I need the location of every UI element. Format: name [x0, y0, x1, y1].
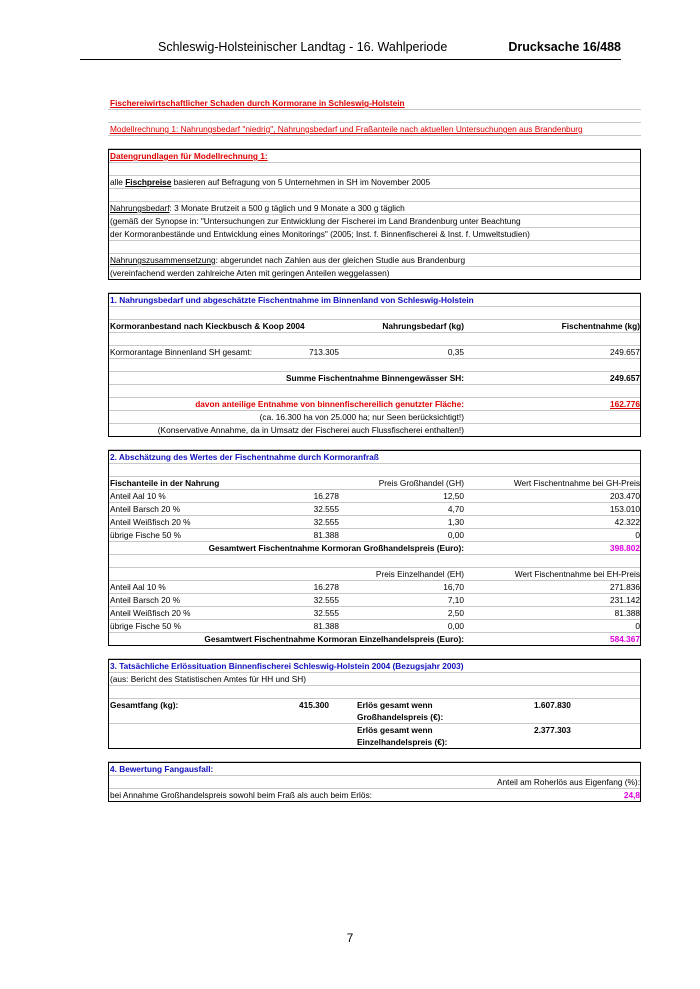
blank-row	[108, 136, 641, 149]
s1-sum-label: Summe Fischentnahme Binnengewässer SH:	[286, 373, 464, 383]
s2-col-gh-value: Wert Fischentnahme bei GH-Preis	[513, 478, 640, 488]
blank-row	[109, 163, 640, 176]
fish-price: 16,70	[443, 582, 464, 592]
s3-source: (aus: Bericht des Statistischen Amtes für HH und SH)	[110, 674, 306, 684]
table-row	[109, 594, 640, 607]
section-2-box	[108, 450, 641, 646]
section-4-title: 4. Bewertung Fangausfall:	[110, 764, 214, 774]
s1-daily-demand: 0,35	[447, 347, 464, 357]
fish-share-label: Anteil Aal 10 %	[110, 491, 166, 501]
s2-gh-rows	[109, 490, 640, 542]
s3-gh-row	[109, 699, 640, 724]
fish-kg: 32.555	[313, 517, 339, 527]
s3-eh-value: 2.377.303	[534, 725, 571, 735]
fish-kg: 32.555	[313, 504, 339, 514]
s1-share-row	[109, 398, 640, 411]
s1-data-row	[109, 346, 640, 359]
s2-col-eh-value: Wert Fischentnahme bei EH-Preis	[514, 569, 640, 579]
simplify-note: (vereinfachend werden zahlreiche Arten mit geringen Anteilen weggelassen)	[110, 268, 390, 278]
fish-price: 12,50	[443, 491, 464, 501]
section-1-box	[108, 293, 641, 437]
s2-eh-total-row	[109, 633, 640, 645]
fish-share-label: Anteil Barsch 20 %	[110, 595, 181, 605]
s1-note-1: (ca. 16.300 ha von 25.000 ha; nur Seen berücksichtigt!)	[259, 412, 464, 422]
section-3-box	[108, 659, 641, 749]
fish-price: 1,30	[447, 517, 464, 527]
fish-value: 42.322	[614, 517, 640, 527]
s1-note-row-2	[109, 424, 640, 436]
fish-kg: 81.388	[313, 530, 339, 540]
fish-kg: 32.555	[313, 608, 339, 618]
blank-row	[109, 555, 640, 568]
s1-note-2: (Konservative Annahme, da in Umsatz der Fischerei auch Flussfischerei enthalten!)	[157, 425, 464, 435]
s2-gh-total-label: Gesamtwert Fischentnahme Kormoran Großhandelspreis (Euro):	[208, 543, 464, 553]
s4-share-header-row	[109, 776, 640, 789]
s3-catch-label: Gesamtfang (kg):	[110, 700, 179, 710]
price-word: Fischpreise	[125, 177, 172, 187]
s4-share-value: 24,8	[623, 790, 640, 800]
table-row	[109, 503, 640, 516]
s3-gh-label-line-2: Großhandelspreis (€):	[357, 712, 444, 722]
fish-value: 0	[635, 530, 640, 540]
s4-title-row	[109, 763, 640, 776]
s1-title-row	[109, 294, 640, 307]
fish-price: 0,00	[447, 530, 464, 540]
spreadsheet	[108, 97, 641, 802]
s1-share-value: 162.776	[610, 399, 640, 409]
s2-eh-rows	[109, 581, 640, 633]
page-number: 7	[346, 931, 354, 945]
simplify-row	[109, 267, 640, 279]
data-basis-box	[108, 149, 641, 280]
blank-row	[108, 646, 641, 659]
food-label: Nahrungsbedarf	[110, 203, 170, 213]
section-2-title: 2. Abschätzung des Wertes der Fischentnahme durch Kormoranfraß	[110, 452, 379, 462]
s2-gh-total-row	[109, 542, 640, 555]
s2-col-gh-price: Preis Großhandel (GH)	[378, 478, 464, 488]
s3-gh-value: 1.607.830	[534, 700, 571, 710]
fish-price: 7,10	[447, 595, 464, 605]
s4-assumption-row	[109, 789, 640, 801]
synopsis-line-2: der Kormoranbestände und Entwicklung eines Monitorings" (2005; Inst. f. Binnenfischerei & Inst. f. Umweltstudien)	[110, 229, 530, 239]
synopsis-row-2	[109, 228, 640, 241]
fish-share-label: übrige Fische 50 %	[110, 530, 182, 540]
s3-eh-row	[109, 724, 640, 748]
s2-title-row	[109, 451, 640, 464]
table-row	[109, 620, 640, 633]
s2-col-eh-price: Preis Einzelhandel (EH)	[375, 569, 464, 579]
s4-share-label: Anteil am Roherlös aus Eigenfang (%):	[497, 777, 640, 787]
s1-row-label: Kormorantage Binnenland SH gesamt:	[110, 347, 253, 357]
section-1-title: 1. Nahrungsbedarf und abgeschätzte Fischentnahme im Binnenland von Schleswig-Holstein	[110, 295, 474, 305]
fish-share-label: Anteil Barsch 20 %	[110, 504, 181, 514]
blank-row	[109, 333, 640, 346]
blank-row	[108, 749, 641, 762]
model-description: Modellrechnung 1: Nahrungsbedarf "niedrig", Nahrungsbedarf und Fraßanteile nach aktuellen Untersuchungen aus Brandenburg	[110, 124, 583, 134]
blank-row	[109, 359, 640, 372]
blank-row	[109, 385, 640, 398]
s3-title-row	[109, 660, 640, 673]
blank-row	[108, 110, 641, 123]
blank-row	[109, 241, 640, 254]
fish-value: 203.470	[610, 491, 640, 501]
s1-col-stock: Kormoranbestand nach Kieckbusch & Koop 2004	[110, 321, 305, 331]
s1-share-label: davon anteilige Entnahme von binnenfischereilich genutzter Fläche:	[195, 399, 464, 409]
s2-eh-total-label: Gesamtwert Fischentnahme Kormoran Einzelhandelspreis (Euro):	[204, 634, 464, 644]
title-row	[108, 97, 641, 110]
table-row	[109, 516, 640, 529]
blank-row	[109, 307, 640, 320]
basis-heading-row	[109, 150, 640, 163]
food-row	[109, 202, 640, 215]
fish-kg: 16.278	[313, 582, 339, 592]
parliament-title: Schleswig-Holsteinischer Landtag - 16. Wahlperiode	[158, 40, 448, 54]
s1-sum-value: 249.657	[610, 373, 640, 383]
s1-header-row	[109, 320, 640, 333]
fish-value: 231.142	[610, 595, 640, 605]
table-row	[109, 529, 640, 542]
blank-row	[109, 464, 640, 477]
fish-share-label: übrige Fische 50 %	[110, 621, 182, 631]
blank-row	[108, 280, 641, 293]
s3-source-row	[109, 673, 640, 686]
s1-note-row-1	[109, 411, 640, 424]
food-text	[110, 202, 405, 214]
s3-catch-value: 415.300	[299, 700, 329, 710]
fish-share-label: Anteil Weißfisch 20 %	[110, 608, 191, 618]
blank-row	[109, 189, 640, 202]
s3-gh-label	[357, 699, 443, 723]
fish-price: 2,50	[447, 608, 464, 618]
synopsis-row-1	[109, 215, 640, 228]
blank-row	[108, 437, 641, 450]
s1-cormorant-days: 713.305	[309, 347, 339, 357]
s2-eh-total-value: 584.367	[610, 634, 640, 644]
fish-kg: 32.555	[313, 595, 339, 605]
food-value: : 3 Monate Brutzeit a 500 g täglich und 9 Monate a 300 g täglich	[169, 203, 405, 213]
fish-value: 271.836	[610, 582, 640, 592]
fish-price: 4,70	[447, 504, 464, 514]
s1-removal-value: 249.657	[610, 347, 640, 357]
fish-value: 0	[635, 621, 640, 631]
fish-price: 0,00	[447, 621, 464, 631]
table-row	[109, 607, 640, 620]
price-post: basieren auf Befragung von 5 Unternehmen in SH im November 2005	[171, 177, 431, 187]
header-rule	[80, 59, 621, 60]
synopsis-line-1: (gemäß der Synopse in: "Untersuchungen zur Entwicklung der Fischerei im Land Brandenburg unter Beachtung	[110, 216, 521, 226]
sheet-title: Fischereiwirtschaftlicher Schaden durch Kormorane in Schleswig-Holstein	[110, 98, 405, 108]
blank-row	[109, 686, 640, 699]
s2-gh-total-value: 398.802	[610, 543, 640, 553]
s1-sum-row	[109, 372, 640, 385]
composition-text	[110, 254, 465, 266]
composition-value: : abgerundet nach Zahlen aus der gleichen Studie aus Brandenburg	[215, 255, 466, 265]
price-pre: alle	[110, 177, 126, 187]
table-row	[109, 490, 640, 503]
document-number: Drucksache 16/488	[508, 40, 621, 54]
composition-row	[109, 254, 640, 267]
s3-eh-label-line-2: Einzelhandelspreis (€):	[357, 737, 448, 747]
page-header	[80, 40, 621, 60]
model-row	[108, 123, 641, 136]
s2-gh-header-row	[109, 477, 640, 490]
composition-label: Nahrungszusammensetzung	[110, 255, 216, 265]
fish-kg: 16.278	[313, 491, 339, 501]
basis-heading: Datengrundlagen für Modellrechnung 1:	[110, 151, 268, 161]
table-row	[109, 581, 640, 594]
s4-assumption: bei Annahme Großhandelspreis sowohl beim Fraß als auch beim Erlös:	[110, 790, 372, 800]
s2-col-share: Fischanteile in der Nahrung	[110, 478, 220, 488]
s3-eh-label-line-1: Erlös gesamt wenn	[357, 725, 433, 735]
s1-col-removal: Fischentnahme (kg)	[561, 321, 640, 331]
s1-col-demand: Nahrungsbedarf (kg)	[382, 321, 464, 331]
s3-eh-label	[357, 724, 447, 748]
section-3-title: 3. Tatsächliche Erlössituation Binnenfischerei Schleswig-Holstein 2004 (Bezugsjahr 2003)	[110, 661, 464, 671]
price-text	[110, 176, 430, 188]
fish-kg: 81.388	[313, 621, 339, 631]
fish-share-label: Anteil Aal 10 %	[110, 582, 166, 592]
fish-share-label: Anteil Weißfisch 20 %	[110, 517, 191, 527]
fish-value: 153.010	[610, 504, 640, 514]
s2-eh-header-row	[109, 568, 640, 581]
price-row	[109, 176, 640, 189]
s3-gh-label-line-1: Erlös gesamt wenn	[357, 700, 433, 710]
fish-value: 81.388	[614, 608, 640, 618]
section-4-box	[108, 762, 641, 802]
